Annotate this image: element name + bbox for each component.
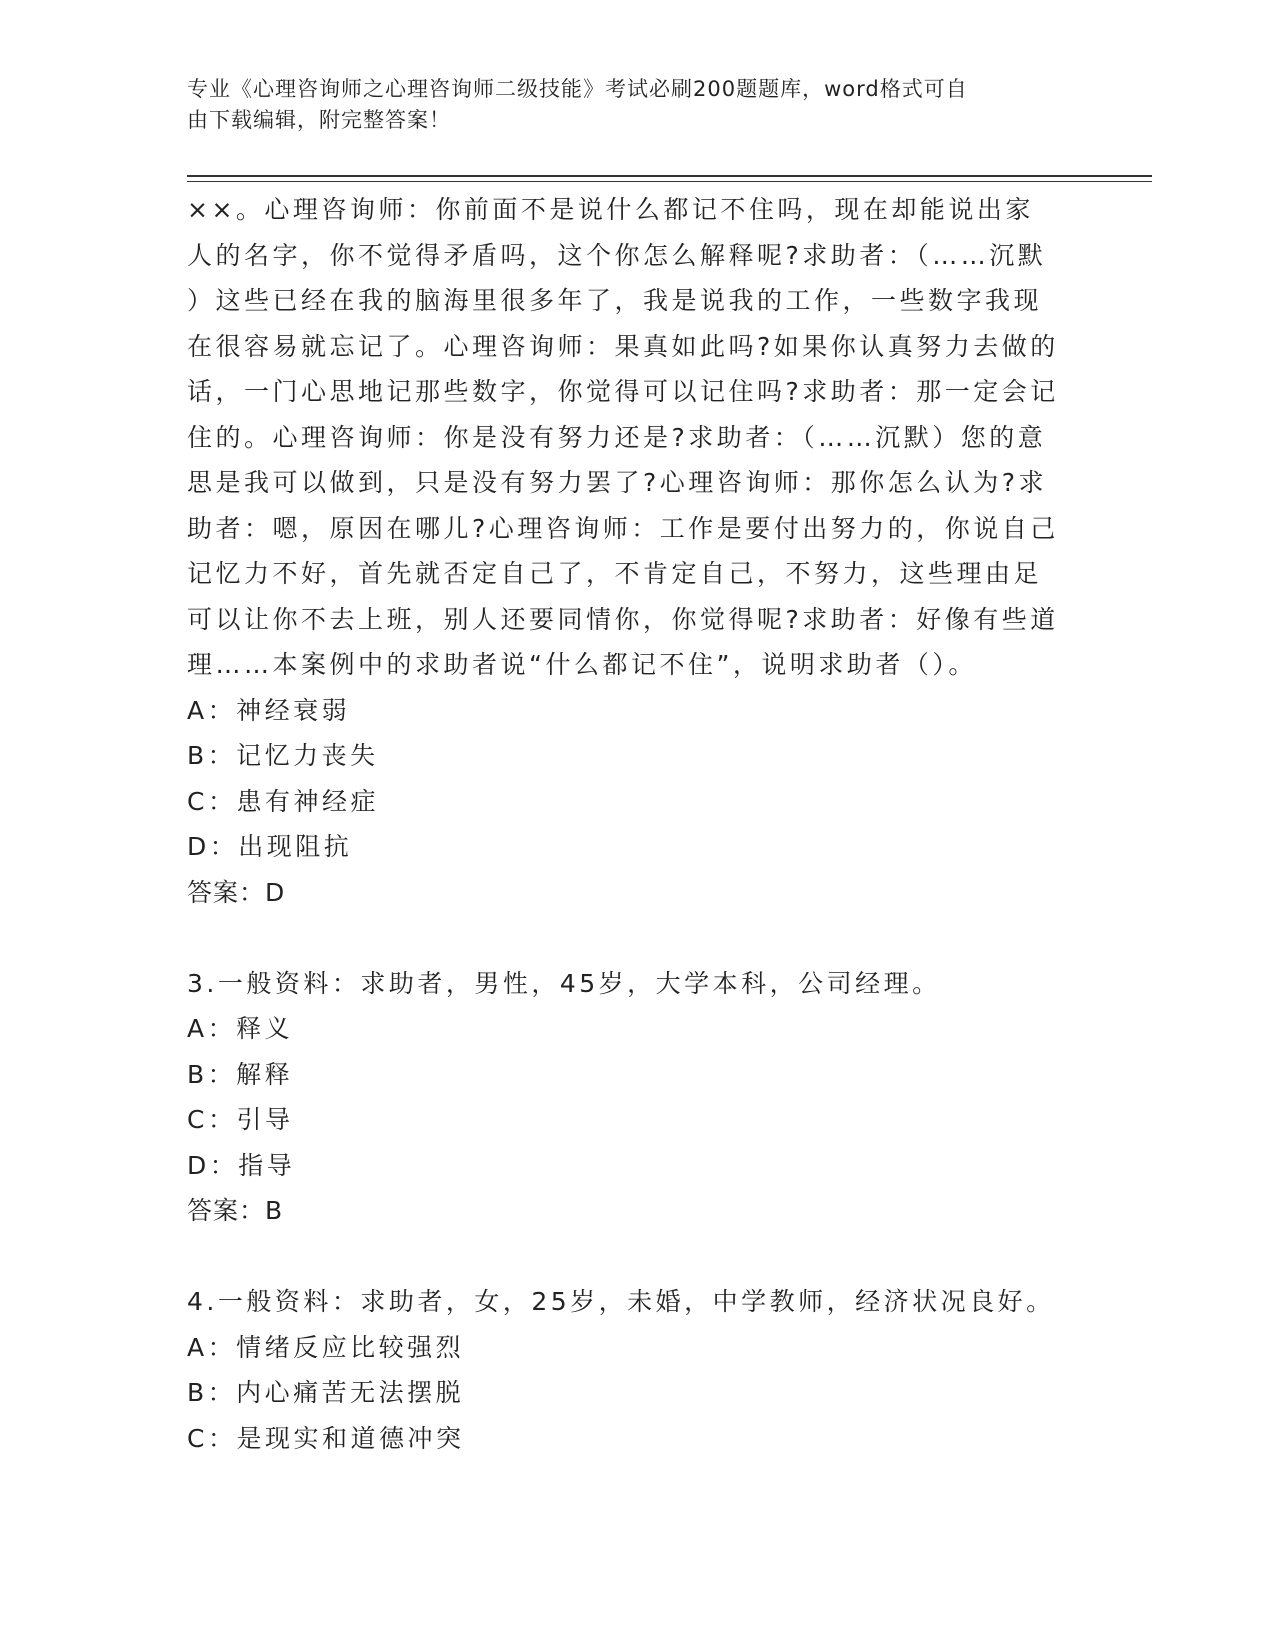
question-4 — [187, 1279, 1067, 1461]
option-a: A：神经衰弱 — [187, 695, 351, 725]
document-header — [187, 74, 1067, 136]
question-stem-line: 住的。心理咨询师：你是没有努力还是?求助者：（……沉默）您的意 — [187, 422, 1047, 452]
question-stem-line: 理……本案例中的求助者说“什么都记不住”，说明求助者（）。 — [187, 650, 977, 679]
question-stem-line: 可以让你不去上班，别人还要同情你，你觉得呢?求助者：好像有些道 — [187, 604, 1059, 634]
option-c: C：患有神经症 — [187, 786, 379, 816]
question-stem-line: 记忆力不好，首先就否定自己了，不肯定自己，不努力，这些理由足 — [187, 559, 1043, 588]
answer-line: 答案：B — [187, 1196, 284, 1225]
question-stem-line: 思是我可以做到，只是没有努力罢了?心理咨询师：那你怎么认为?求 — [187, 468, 1048, 497]
header-line-2: 由下载编辑，附完整答案！ — [187, 108, 451, 132]
question-stem-line: 助者：嗯，原因在哪儿?心理咨询师：工作是要付出努力的，你说自己 — [187, 513, 1059, 543]
question-stem-line: 在很容易就忘记了。心理咨询师：果真如此吗?如果你认真努力去做的 — [187, 331, 1059, 361]
question-stem-line: 话，一门心思地记那些数字，你觉得可以记住吗?求助者：那一定会记 — [187, 377, 1059, 406]
spacer — [187, 915, 1067, 961]
option-a: A：情绪反应比较强烈 — [187, 1332, 465, 1362]
option-c: C：引导 — [187, 1105, 294, 1134]
question-stem-line: 人的名字，你不觉得矛盾吗，这个你怎么解释呢?求助者：（……沉默 — [187, 240, 1047, 270]
document-body — [187, 187, 1067, 1461]
spacer — [187, 1234, 1067, 1280]
option-b: B：解释 — [187, 1059, 294, 1089]
question-stem: 3.一般资料：求助者，男性，45岁，大学本科，公司经理。 — [187, 968, 941, 998]
header-rule-thin — [187, 181, 1152, 182]
option-b: B：记忆力丧失 — [187, 741, 379, 770]
header-rule-thick — [187, 175, 1152, 177]
option-b: B：内心痛苦无法摆脱 — [187, 1378, 465, 1407]
question-stem: 4.一般资料：求助者，女，25岁，未婚，中学教师，经济状况良好。 — [187, 1287, 1055, 1316]
header-line-1: 专业《心理咨询师之心理咨询师二级技能》考试必刷200题题库，word格式可自 — [187, 77, 968, 101]
option-d: D：指导 — [187, 1150, 296, 1180]
option-d: D：出现阻抗 — [187, 832, 353, 861]
question-stem-line: ）这些已经在我的脑海里很多年了，我是说我的工作，一些数字我现 — [187, 286, 1043, 315]
option-a: A：释义 — [187, 1014, 294, 1043]
option-c: C：是现实和道德冲突 — [187, 1423, 465, 1453]
answer-line: 答案：D — [187, 877, 286, 907]
question-3 — [187, 961, 1067, 1234]
question-2 — [187, 187, 1067, 915]
question-stem-line: ××。心理咨询师：你前面不是说什么都记不住吗，现在却能说出家 — [187, 195, 1034, 224]
